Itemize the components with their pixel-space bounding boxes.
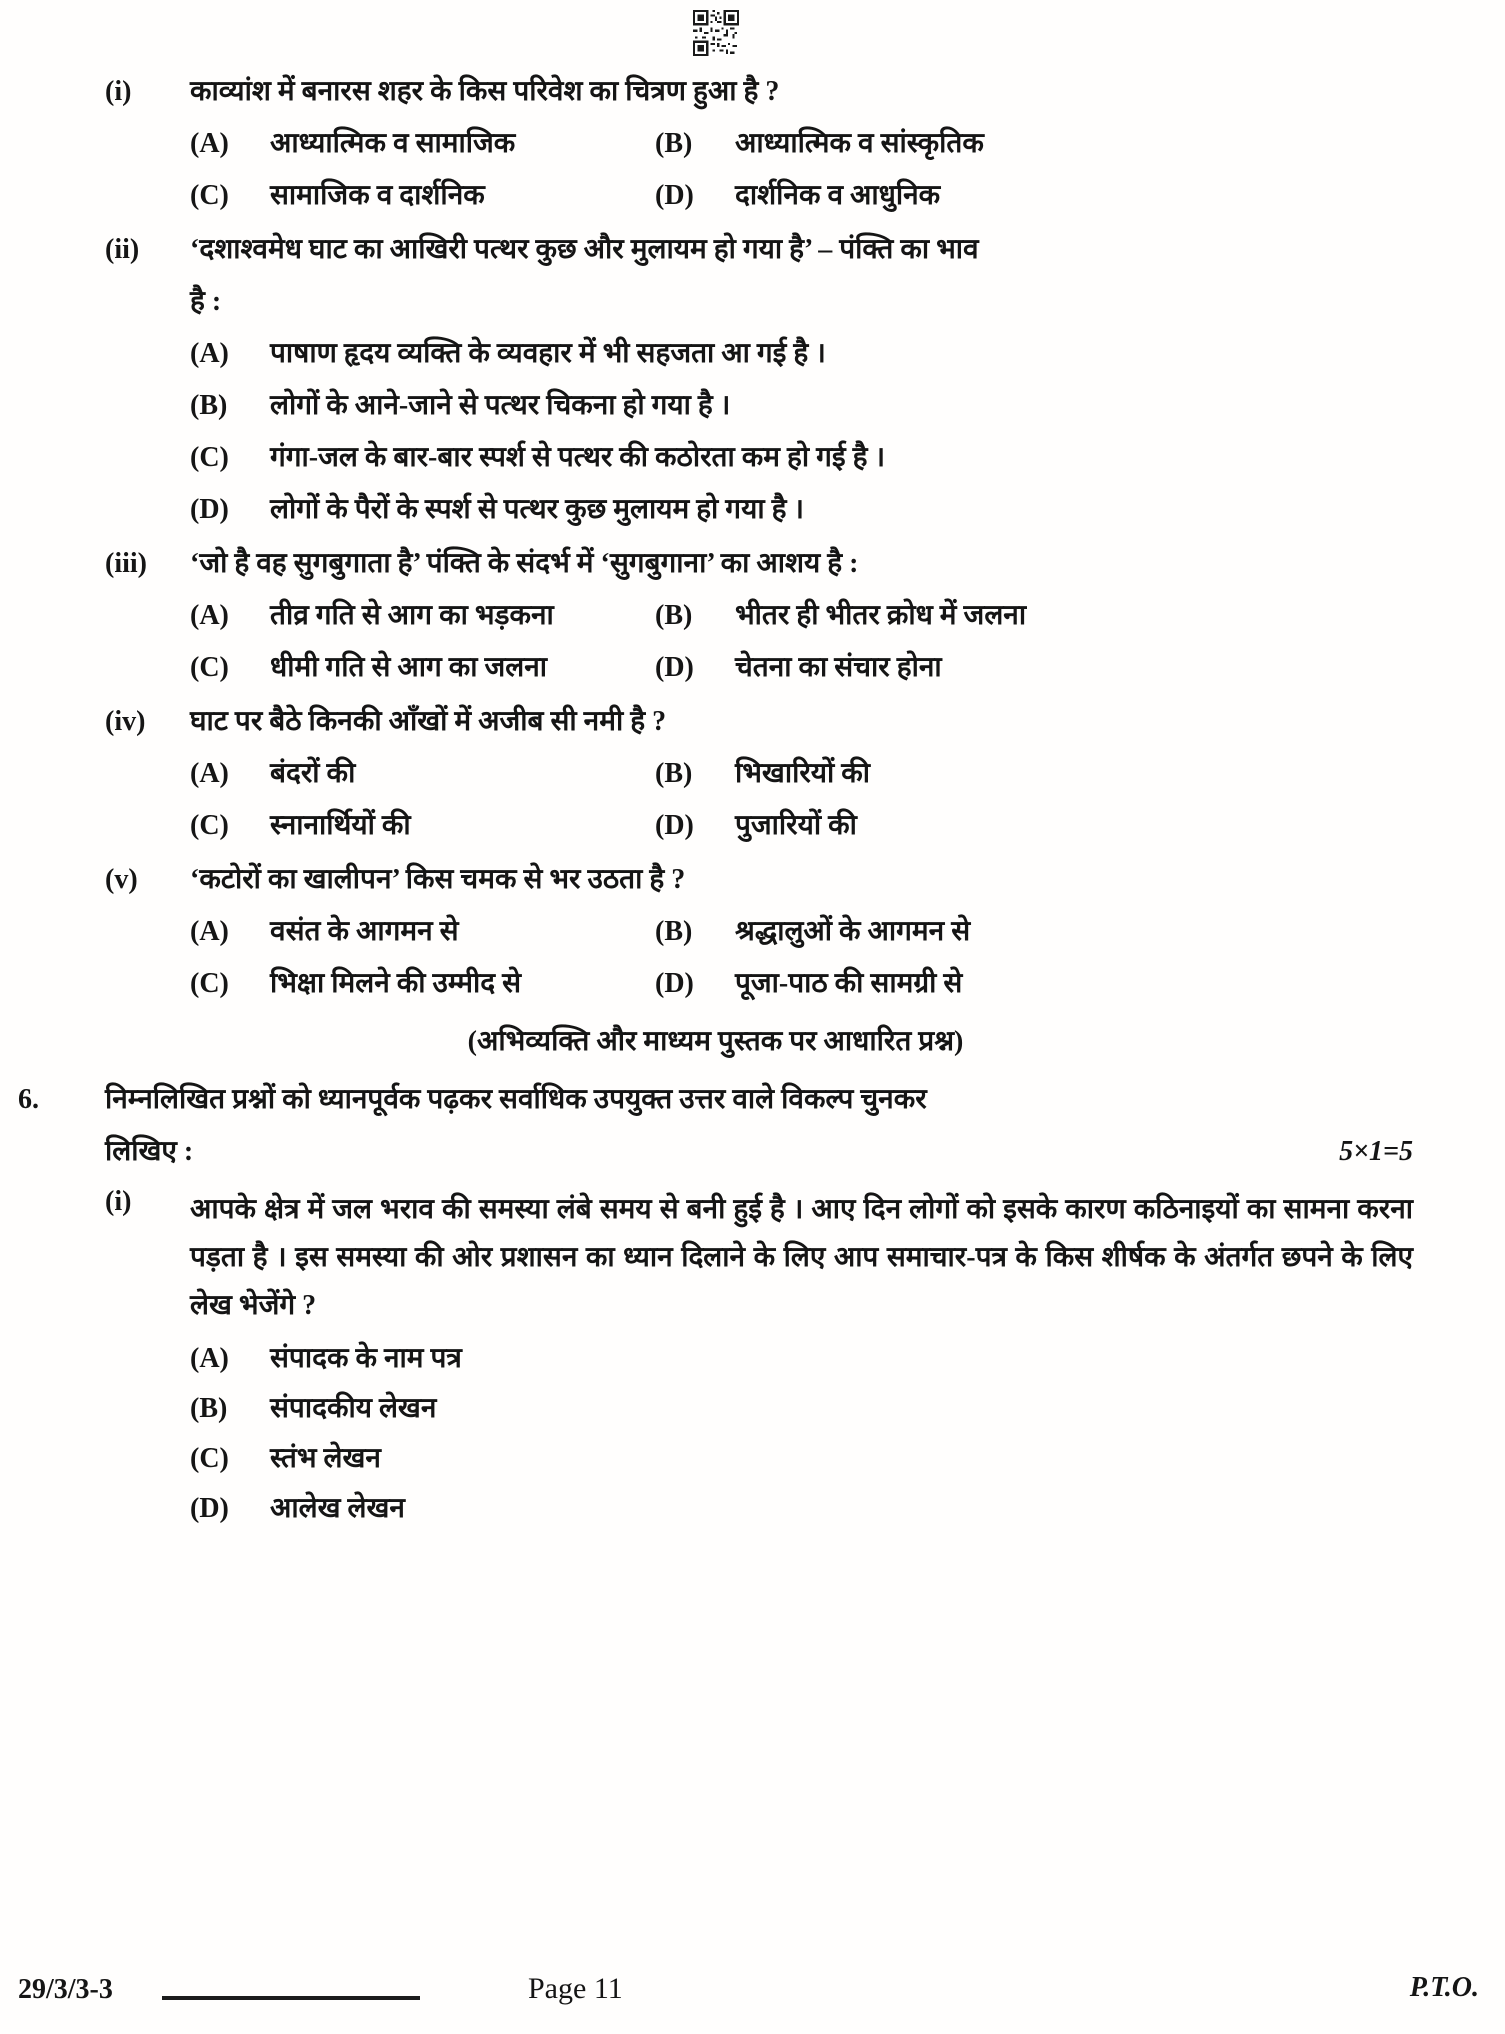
option-a [190, 118, 655, 170]
option-label: (A) [190, 1343, 229, 1374]
option-text: पूजा-पाठ की सामग्री से [735, 968, 963, 999]
option-label: (A) [190, 758, 229, 789]
question-6-line-2 [105, 1126, 1413, 1178]
option-text: लोगों के पैरों के स्पर्श से पत्थर कुछ मुलायम हो गया है । [270, 494, 805, 525]
option-label: (D) [190, 1493, 229, 1524]
option-label: (C) [190, 442, 229, 473]
option-label: (B) [655, 916, 693, 947]
options-grid [190, 906, 1413, 1010]
question-number: (i) [105, 76, 132, 107]
option-label: (B) [190, 390, 228, 421]
options-grid [190, 748, 1413, 852]
option-d [655, 958, 1413, 1010]
footer-rule [162, 1996, 420, 2000]
page-footer [0, 1962, 1505, 2022]
mcq-question-iii [105, 538, 1413, 694]
option-label: (A) [190, 338, 229, 369]
option-c [190, 1434, 1413, 1484]
question-text: ‘जो है वह सुगबुगाता है’ पंक्ति के संदर्भ में ‘सुगबुगाना’ का आशय है : [190, 548, 859, 579]
option-text: स्नानार्थियों की [270, 810, 411, 841]
option-c [190, 170, 655, 222]
question-6 [18, 1074, 1413, 1534]
page-number: Page 11 [528, 1972, 623, 2005]
option-b [655, 590, 1413, 642]
option-text: पुजारियों की [735, 810, 857, 841]
option-d [655, 800, 1413, 852]
mcq-question-i [105, 66, 1413, 222]
option-text: भिक्षा मिलने की उम्मीद से [270, 968, 522, 999]
option-c [190, 800, 655, 852]
option-text: वसंत के आगमन से [270, 916, 459, 947]
sub-question-line [105, 1186, 1413, 1330]
option-text: सामाजिक व दार्शनिक [270, 180, 485, 211]
option-b [655, 118, 1413, 170]
option-a [190, 328, 1413, 380]
option-b [190, 380, 1413, 432]
option-text: भिखारियों की [735, 758, 871, 789]
option-text: धीमी गति से आग का जलना [270, 652, 548, 683]
option-b [190, 1384, 1413, 1434]
question-line [105, 854, 1413, 906]
sub-question-text: आपके क्षेत्र में जल भराव की समस्या लंबे समय से बनी हुई है । आए दिन लोगों को इसके कारण कठिनाइयों का सामना करना पड़ता है । इस समस्या की ओर प्रशासन का ध्यान दिलाने के लिए आप समाचार-पत्र के किस शीर्षक के अंतर्गत छपने के लिए लेख भेजेंगे ? [190, 1194, 1413, 1321]
option-c [190, 642, 655, 694]
option-label: (A) [190, 128, 229, 159]
options-grid [190, 118, 1413, 222]
option-label: (A) [190, 916, 229, 947]
option-label: (B) [190, 1393, 228, 1424]
section-heading: (अभिव्यक्ति और माध्यम पुस्तक पर आधारित प्रश्न) [467, 1026, 964, 1057]
option-a [190, 906, 655, 958]
option-label: (B) [655, 600, 693, 631]
mcq-question-ii [105, 224, 1413, 536]
option-d [655, 170, 1413, 222]
option-label: (D) [655, 652, 694, 683]
option-a [190, 590, 655, 642]
option-b [655, 748, 1413, 800]
options-grid [190, 590, 1413, 694]
qr-code-icon [693, 10, 739, 56]
option-text: आध्यात्मिक व सामाजिक [270, 128, 516, 159]
option-label: (C) [190, 968, 229, 999]
option-text: चेतना का संचार होना [735, 652, 942, 683]
option-c [190, 958, 655, 1010]
option-label: (C) [190, 180, 229, 211]
option-label: (D) [190, 494, 229, 525]
option-label: (D) [655, 180, 694, 211]
option-text: गंगा-जल के बार-बार स्पर्श से पत्थर की कठोरता कम हो गई है । [270, 442, 886, 473]
mcq-question-v [105, 854, 1413, 1010]
sub-question-number: (i) [105, 1186, 132, 1217]
question-text-continued: लिखिए : [105, 1136, 194, 1167]
option-text: संपादकीय लेखन [270, 1393, 437, 1424]
option-text: आलेख लेखन [270, 1493, 405, 1524]
option-text: दार्शनिक व आधुनिक [735, 180, 941, 211]
option-label: (A) [190, 600, 229, 631]
question-line [105, 538, 1413, 590]
options-list [190, 1334, 1413, 1534]
option-label: (C) [190, 810, 229, 841]
option-label: (C) [190, 1443, 229, 1474]
marks-label: 5×1=5 [1339, 1136, 1413, 1167]
option-a [190, 1334, 1413, 1384]
option-text: तीव्र गति से आग का भड़कना [270, 600, 554, 631]
option-a [190, 748, 655, 800]
question-text: काव्यांश में बनारस शहर के किस परिवेश का चित्रण हुआ है ? [190, 76, 780, 107]
option-b [655, 906, 1413, 958]
question-text-line-1: ‘दशाश्वमेध घाट का आखिरी पत्थर कुछ और मुलायम हो गया है’ – पंक्ति का भाव [190, 234, 979, 265]
question-line [105, 696, 1413, 748]
paper-code: 29/3/3-3 [18, 1974, 113, 2005]
option-label: (D) [655, 968, 694, 999]
question-line [105, 66, 1413, 118]
option-d [190, 484, 1413, 536]
question-line [105, 224, 1413, 328]
option-d [190, 1484, 1413, 1534]
question-number: 6. [18, 1084, 39, 1115]
option-text: स्तंभ लेखन [270, 1443, 381, 1474]
option-c [190, 432, 1413, 484]
option-text: संपादक के नाम पत्र [270, 1343, 462, 1374]
option-text: आध्यात्मिक व सांस्कृतिक [735, 128, 984, 159]
option-text: श्रद्धालुओं के आगमन से [735, 916, 971, 947]
options-list [190, 328, 1413, 536]
question-text [190, 224, 1413, 328]
option-label: (B) [655, 758, 693, 789]
question-text: घाट पर बैठे किनकी आँखों में अजीब सी नमी है ? [190, 706, 667, 737]
mcq-question-iv [105, 696, 1413, 852]
question-text-line-2: है : [190, 286, 222, 317]
question-6-sub-i [105, 1186, 1413, 1534]
option-label: (C) [190, 652, 229, 683]
option-text: बंदरों की [270, 758, 356, 789]
question-text: निम्नलिखित प्रश्नों को ध्यानपूर्वक पढ़कर सर्वाधिक उपयुक्त उत्तर वाले विकल्प चुनकर [105, 1084, 927, 1115]
question-6-line-1 [18, 1074, 1413, 1126]
option-label: (D) [655, 810, 694, 841]
option-text: पाषाण हृदय व्यक्ति के व्यवहार में भी सहजता आ गई है । [270, 338, 826, 369]
option-text: लोगों के आने-जाने से पत्थर चिकना हो गया है । [270, 390, 731, 421]
question-number: (iii) [105, 548, 147, 579]
question-number: (ii) [105, 234, 140, 265]
option-text: भीतर ही भीतर क्रोध में जलना [735, 600, 1027, 631]
question-text: ‘कटोरों का खालीपन’ किस चमक से भर उठता है ? [190, 864, 686, 895]
option-label: (B) [655, 128, 693, 159]
question-number: (v) [105, 864, 138, 895]
question-number: (iv) [105, 706, 146, 737]
option-d [655, 642, 1413, 694]
pto-label: P.T.O. [1409, 1972, 1479, 2003]
